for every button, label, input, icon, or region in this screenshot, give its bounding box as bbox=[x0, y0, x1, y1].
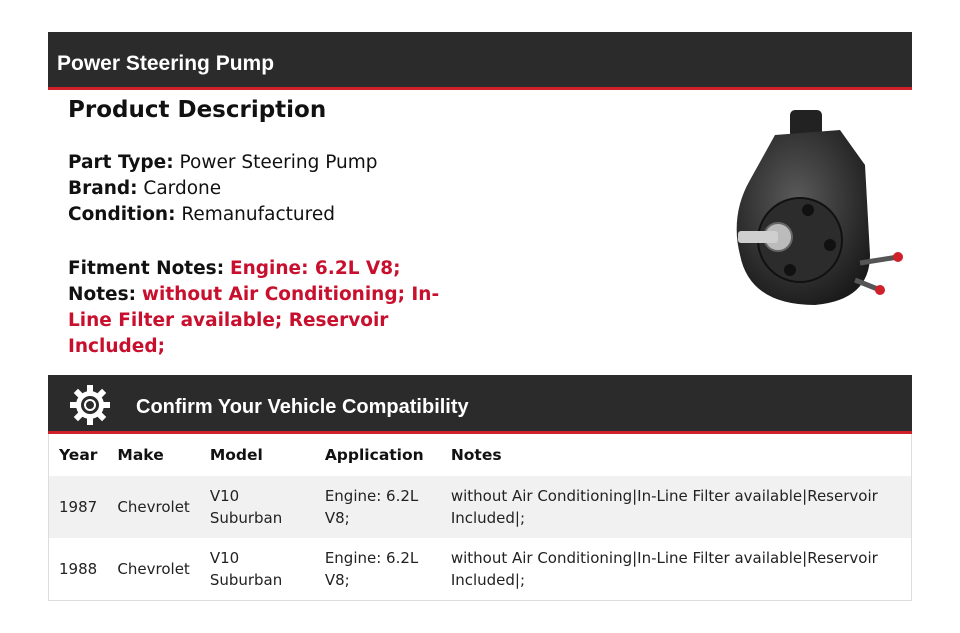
cell-application: Engine: 6.2L V8; bbox=[324, 548, 419, 589]
brand-row bbox=[68, 176, 468, 202]
compatibility-title: Confirm Your Vehicle Compatibility bbox=[136, 396, 469, 418]
cell-notes: without Air Conditioning|In-Line Filter available|Reservoir Included|; bbox=[450, 548, 878, 589]
notes-value: without Air Conditioning; In-Line Filter available; Reservoir Included; bbox=[68, 284, 440, 357]
cell-model: V10 Suburban bbox=[209, 548, 283, 589]
condition-row bbox=[68, 202, 468, 228]
product-description-heading: Product Description bbox=[68, 97, 327, 123]
condition-label: Condition: bbox=[68, 204, 176, 225]
condition-value: Remanufactured bbox=[181, 204, 335, 225]
brand-value: Cardone bbox=[143, 178, 222, 199]
gear-icon bbox=[68, 383, 112, 427]
part-type-value: Power Steering Pump bbox=[179, 152, 378, 173]
notes-row bbox=[68, 282, 458, 360]
part-type-row bbox=[68, 150, 468, 176]
cell-application: Engine: 6.2L V8; bbox=[315, 476, 441, 538]
spec-list bbox=[68, 150, 468, 228]
title-bar bbox=[48, 32, 912, 90]
table-row bbox=[49, 538, 912, 600]
title-bar-label: Power Steering Pump bbox=[57, 52, 275, 75]
cell-year: 1988 bbox=[59, 559, 98, 578]
fitment-value: Engine: 6.2L V8; bbox=[229, 258, 401, 279]
cell-year: 1987 bbox=[49, 476, 108, 538]
cell-notes: without Air Conditioning|In-Line Filter available|Reservoir Included|; bbox=[441, 476, 912, 538]
column-notes: Notes bbox=[450, 446, 502, 464]
cell-make: Chevrolet bbox=[107, 476, 199, 538]
table-header-row bbox=[49, 434, 912, 476]
compatibility-table bbox=[48, 434, 912, 601]
column-year: Year bbox=[59, 446, 98, 464]
part-type-label: Part Type: bbox=[68, 152, 174, 173]
column-application: Application bbox=[324, 446, 424, 464]
cell-model: V10 Suburban bbox=[200, 476, 315, 538]
power-steering-pump-image bbox=[720, 105, 910, 310]
compatibility-bar bbox=[48, 375, 912, 434]
brand-label: Brand: bbox=[68, 178, 138, 199]
fitment-label: Fitment Notes: bbox=[68, 258, 225, 279]
fitment-row bbox=[68, 256, 458, 282]
fitment-block bbox=[68, 256, 458, 360]
column-make: Make bbox=[117, 446, 164, 464]
table-row bbox=[49, 476, 912, 538]
cell-make: Chevrolet bbox=[117, 559, 190, 578]
notes-label: Notes: bbox=[68, 284, 136, 305]
column-model: Model bbox=[209, 446, 263, 464]
